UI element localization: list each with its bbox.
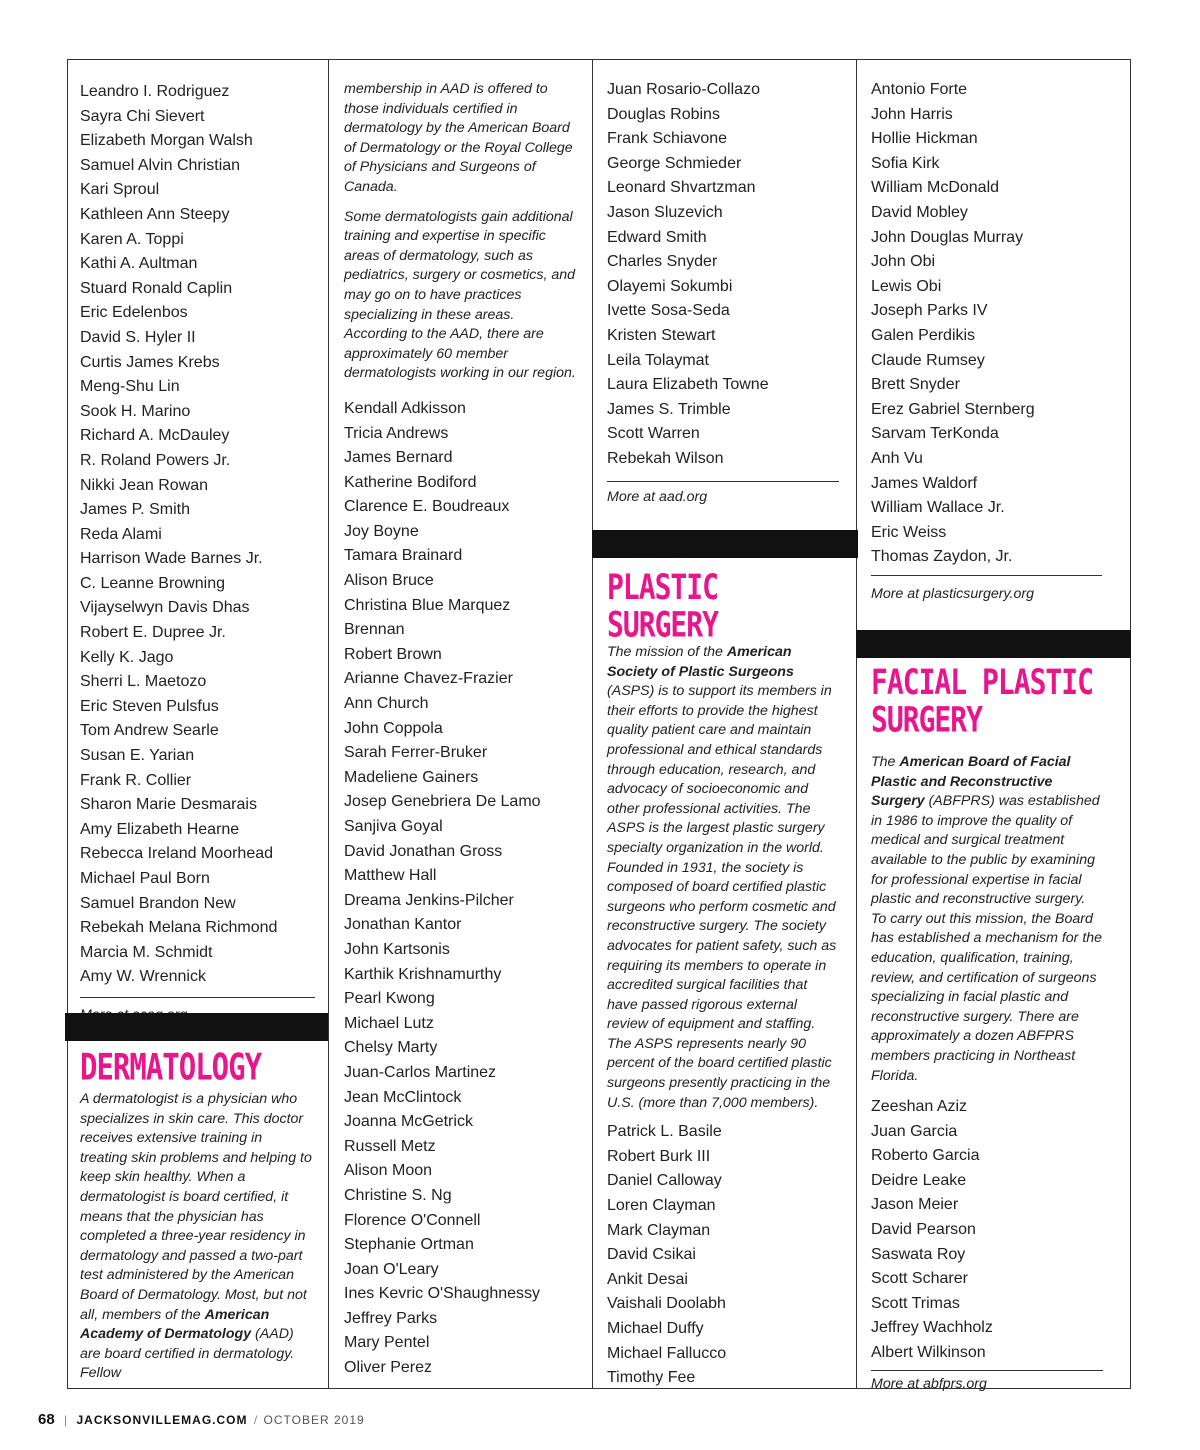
name-list-item: Christina Blue Marquez [344, 596, 511, 614]
more-link-aad[interactable]: More at aad.org [607, 488, 708, 505]
name-list-item: Laura Elizabeth Towne [607, 376, 769, 394]
name-list-item: C. Leanne Browning [80, 574, 225, 592]
name-list-item: Antonio Forte [871, 81, 968, 98]
name-list-item: Nikki Jean Rowan [80, 476, 209, 494]
name-list-item: Karen A. Toppi [80, 230, 184, 248]
name-list-item: Robert Burk III [607, 1147, 711, 1165]
name-list-item: Sarah Ferrer-Bruker [344, 744, 488, 762]
name-list-item: David Pearson [871, 1221, 976, 1239]
plastic-surgery-section [607, 566, 839, 1391]
section-rule [607, 481, 839, 482]
name-list-item: Douglas Robins [607, 105, 720, 123]
plastic-surgeon-name-list [607, 1120, 839, 1391]
name-list-item: Madeliene Gainers [344, 768, 479, 786]
facial-surgeon-name-list [871, 1095, 1103, 1366]
name-list-item: Kathi A. Aultman [80, 255, 198, 273]
name-list-item: Sayra Chi Sievert [80, 107, 205, 125]
name-list-item: Christine S. Ng [344, 1186, 452, 1204]
facial-plastic-heading: FACIAL PLASTIC SURGERY [871, 661, 1094, 741]
name-list-item: Susan E. Yarian [80, 747, 195, 765]
name-list-item: James S. Trimble [607, 400, 731, 418]
site-name[interactable]: JACKSONVILLEMAG.COM [76, 1413, 248, 1427]
name-list-item: Zeeshan Aziz [871, 1098, 968, 1116]
name-list-item: Amy W. Wrennick [80, 968, 206, 986]
name-list-item: Juan-Carlos Martinez [344, 1063, 497, 1081]
name-list-item: Edward Smith [607, 228, 707, 246]
name-list-item: Kathleen Ann Steepy [80, 205, 230, 223]
more-link-plasticsurgery[interactable]: More at plasticsurgery.org [871, 585, 1034, 602]
name-list-item: Robert Brown [344, 645, 442, 663]
name-list-item: Reda Alami [80, 525, 162, 543]
name-list-item: Roberto Garcia [871, 1147, 980, 1165]
name-list-item: Samuel Brandon New [80, 894, 236, 912]
name-list-item: Ankit Desai [607, 1270, 688, 1288]
name-list-item: Clarence E. Boudreaux [344, 498, 510, 516]
name-list-item: Chelsy Marty [344, 1039, 438, 1057]
name-list-item: William McDonald [871, 179, 1000, 197]
name-list-item: William Wallace Jr. [871, 499, 1005, 517]
name-list-item: R. Roland Powers Jr. [80, 451, 231, 469]
name-list-item: David Jonathan Gross [344, 842, 503, 860]
plastic-surgery-intro: The mission of the American Society of Plastic Surgeons (ASPS) is to support its members in their efforts to provide the highest quality patient care and maintain professional and ethical standards through education, research, and advocacy of socioeconomic and other professional activities. The ASPS is the largest plastic surgery specialty organization in the world. Founded in 1931, the society is composed of board certified plastic surgeons who perform cosmetic and reconstructive surgery. The society advocates for patient safety, such as requiring its members to operate in accredited surgical facilities that have passed rigorous external review of equipment and staffing. The ASPS represents nearly 90 percent of the board certified plastic surgeons presently practicing in the U.S. (more than 7,000 members). [607, 644, 837, 1111]
name-list-item: David S. Hyler II [80, 328, 196, 346]
name-list-item: Mark Clayman [607, 1221, 711, 1239]
name-list-item: Olayemi Sokumbi [607, 277, 733, 295]
name-list-item: John Obi [871, 253, 936, 271]
name-list-item: Michael Paul Born [80, 870, 210, 887]
name-list-item: Scott Trimas [871, 1294, 960, 1312]
name-list-item: Erez Gabriel Sternberg [871, 400, 1035, 418]
page-footer [38, 1411, 365, 1428]
name-list-item: Joy Boyne [344, 522, 419, 540]
section-divider-bar [65, 1013, 328, 1041]
abfprs-org-name: American Board of Facial Plastic and Reconstructive Surgery [871, 754, 1071, 810]
name-list-item: Eric Edelenbos [80, 304, 188, 322]
name-list-item: Pearl Kwong [344, 990, 435, 1008]
name-list-item: Eric Steven Pulsfus [80, 697, 219, 715]
name-list-item: Frank Schiavone [607, 130, 728, 148]
plastic-surgeon-name-list-continued [871, 78, 1102, 570]
name-list-item: Rebecca Ireland Moorhead [80, 845, 274, 863]
name-list-item: Meng-Shu Lin [80, 378, 180, 396]
name-list-item: Russell Metz [344, 1137, 436, 1155]
dermatology-training-paragraph: Some dermatologists gain additional training and expertise in specific areas of dermatology, such as pediatrics, surgery or cosmetics, and may go on to have practices specializing in these areas. According to the AAD, there are approximately 60 member dermatologists working in our region. [344, 208, 576, 382]
name-list-item: Sofia Kirk [871, 154, 940, 172]
name-list-item: Brennan [344, 621, 405, 639]
name-list-item: Albert Wilkinson [871, 1344, 986, 1362]
name-list-item: Tamara Brainard [344, 547, 463, 565]
name-list-item: James P. Smith [80, 501, 190, 519]
name-list-item: Kendall Adkisson [344, 399, 466, 417]
name-list-item: Jason Sluzevich [607, 203, 723, 221]
footer-divider: | [64, 1413, 68, 1427]
name-list-item: Kristen Stewart [607, 326, 716, 344]
dermatology-section [80, 1045, 312, 1384]
name-list-item: Marcia M. Schmidt [80, 943, 213, 961]
name-list-item: Josep Genebriera De Lamo [344, 793, 541, 811]
name-list-item: Michael Fallucco [607, 1344, 727, 1362]
name-list-item: Robert E. Dupree Jr. [80, 624, 226, 642]
name-list-item: Amy Elizabeth Hearne [80, 820, 240, 838]
name-list-item: Harrison Wade Barnes Jr. [80, 550, 263, 568]
name-list-item: Tom Andrew Searle [80, 722, 219, 740]
name-list-item: Leila Tolaymat [607, 351, 709, 369]
name-list-item: Dreama Jenkins-Pilcher [344, 891, 514, 909]
facial-plastic-intro: The American Board of Facial Plastic and Reconstructive Surgery (ABFPRS) was established in 1986 to improve the quality of medical and surgical treatment available to the public by examining for professional expertise in facial plastic and reconstructive surgery. To carry out this mission, the Board has established a mechanism for the education, qualification, training, review, and certification of surgeons specializing in facial plastic and reconstructive surgery. There are approximately a dozen ABFPRS members practicing in Northeast Florida. [871, 754, 1103, 1084]
name-list-item: Kelly K. Jago [80, 648, 174, 666]
name-list-item: Juan Garcia [871, 1122, 958, 1140]
name-list-item: Sarvam TerKonda [871, 425, 999, 443]
name-list-item: Tricia Andrews [344, 424, 449, 442]
name-list-item: Joan O'Leary [344, 1260, 439, 1278]
name-list-item: Katherine Bodiford [344, 473, 477, 491]
name-list-item: Arianne Chavez-Frazier [344, 670, 513, 688]
section-rule [871, 575, 1102, 576]
name-list-item: Charles Snyder [607, 253, 718, 271]
name-list-item: Anh Vu [871, 449, 923, 467]
name-list-item: Lewis Obi [871, 277, 942, 295]
dermatology-intro: A dermatologist is a physician who specializes in skin care. This doctor receives extensive training in treating skin problems and helping to keep skin healthy. When a dermatologist is board certified, it means that the physician has completed a three-year residency in dermatology and passed a two-part test administered by the American Board of Dermatology. Most, but not all, members of the American Academy of Dermatology (AAD) are board certified in dermatology. Fellow [80, 1091, 312, 1382]
name-list-item: Hollie Hickman [871, 130, 978, 148]
name-list-item: Joanna McGetrick [344, 1113, 473, 1131]
section-divider-bar [592, 530, 858, 558]
aad-membership-paragraph: membership in AAD is offered to those individuals certified in dermatology by the American Board of Dermatology or the Royal College of Physicians and Surgeons of Canada. [344, 81, 573, 195]
name-list-item: Richard A. McDauley [80, 427, 230, 445]
name-list-item: Kari Sproul [80, 181, 160, 199]
name-list-item: Vaishali Doolabh [607, 1295, 726, 1313]
section-divider-bar [856, 630, 1131, 658]
name-list-item: David Mobley [871, 203, 968, 221]
name-list-item: John Kartsonis [344, 940, 450, 958]
section-rule [871, 1370, 1103, 1371]
name-list-item: Loren Clayman [607, 1197, 716, 1215]
name-list-item: Michael Duffy [607, 1320, 704, 1337]
name-list-item: Jonathan Kantor [344, 916, 462, 934]
name-list-item: Saswata Roy [871, 1245, 966, 1263]
name-list-item: Ivette Sosa-Seda [607, 302, 730, 320]
name-list-item: Ann Church [344, 695, 429, 713]
name-list-item: Sook H. Marino [80, 402, 191, 420]
name-list-item: Scott Warren [607, 425, 700, 443]
aad-org-name: American Academy of Dermatology [80, 1306, 270, 1343]
name-list-item: Karthik Krishnamurthy [344, 965, 502, 983]
name-list-item: Oliver Perez [344, 1359, 433, 1377]
column-2 [344, 59, 580, 1389]
name-list-item: Patrick L. Basile [607, 1123, 722, 1141]
name-list-item: Curtis James Krebs [80, 353, 220, 371]
name-list-item: Juan Rosario-Collazo [607, 81, 760, 98]
name-list-item: Leonard Shvartzman [607, 179, 756, 197]
page-number: 68 [38, 1411, 55, 1428]
name-list-item: Eric Weiss [871, 523, 947, 541]
name-list-item: James Waldorf [871, 474, 978, 492]
name-list-item: Sherri L. Maetozo [80, 673, 207, 691]
name-list-item: John Harris [871, 105, 953, 123]
footer-slash: / [253, 1413, 258, 1427]
dermatology-heading: DERMATOLOGY [80, 1045, 262, 1088]
name-list-item: Brett Snyder [871, 376, 960, 394]
obgyn-name-list [80, 80, 315, 990]
name-list-item: Leandro I. Rodriguez [80, 83, 230, 100]
name-list-item: Jason Meier [871, 1196, 959, 1214]
name-list-item: James Bernard [344, 449, 453, 467]
name-list-item: Ines Kevric O'Shaughnessy [344, 1285, 541, 1303]
name-list-item: Claude Rumsey [871, 351, 985, 369]
section-rule [80, 997, 315, 998]
name-list-item: Mary Pentel [344, 1334, 430, 1352]
asps-org-name: American Society of Plastic Surgeons [607, 644, 794, 680]
name-list-item: Sharon Marie Desmarais [80, 796, 257, 814]
name-list-item: Jeffrey Parks [344, 1309, 438, 1327]
name-list-item: Rebekah Melana Richmond [80, 919, 278, 937]
name-list-item: Frank R. Collier [80, 771, 192, 789]
name-list-item: Scott Scharer [871, 1270, 968, 1288]
name-list-item: Matthew Hall [344, 867, 437, 885]
column-divider [328, 59, 329, 1389]
name-list-item: Sanjiva Goyal [344, 818, 443, 835]
name-list-item: Michael Lutz [344, 1014, 434, 1032]
name-list-item: Elizabeth Morgan Walsh [80, 132, 253, 150]
name-list-item: George Schmieder [607, 154, 742, 172]
name-list-item: Galen Perdikis [871, 326, 976, 344]
name-list-item: Stuard Ronald Caplin [80, 279, 233, 297]
issue-date: OCTOBER 2019 [263, 1413, 365, 1427]
name-list-item: Daniel Calloway [607, 1172, 722, 1190]
more-link-abfprs[interactable]: More at abfprs.org [871, 1375, 987, 1392]
name-list-item: Jeffrey Wachholz [871, 1319, 993, 1337]
name-list-item: Vijayselwyn Davis Dhas [80, 599, 250, 617]
name-list-item: Thomas Zaydon, Jr. [871, 548, 1013, 566]
name-list-item: Rebekah Wilson [607, 449, 724, 467]
facial-plastic-section [871, 661, 1103, 1392]
name-list-item: Florence O'Connell [344, 1211, 481, 1229]
name-list-item: David Csikai [607, 1246, 696, 1264]
plastic-surgery-heading: PLASTIC SURGERY [607, 566, 719, 646]
dermatologist-name-list-continued [607, 78, 839, 472]
name-list-item: Alison Bruce [344, 572, 434, 590]
name-list-item: Timothy Fee [607, 1369, 696, 1387]
column-divider [856, 59, 857, 1389]
name-list-item: John Coppola [344, 719, 443, 737]
name-list-item: Samuel Alvin Christian [80, 156, 241, 174]
name-list-item: Joseph Parks IV [871, 302, 988, 320]
name-list-item: Stephanie Ortman [344, 1236, 474, 1254]
column-divider [592, 59, 593, 1389]
name-list-item: John Douglas Murray [871, 228, 1024, 246]
dermatologist-name-list [344, 397, 580, 1381]
name-list-item: Alison Moon [344, 1162, 433, 1180]
name-list-item: Deidre Leake [871, 1171, 967, 1189]
name-list-item: Jean McClintock [344, 1088, 462, 1106]
